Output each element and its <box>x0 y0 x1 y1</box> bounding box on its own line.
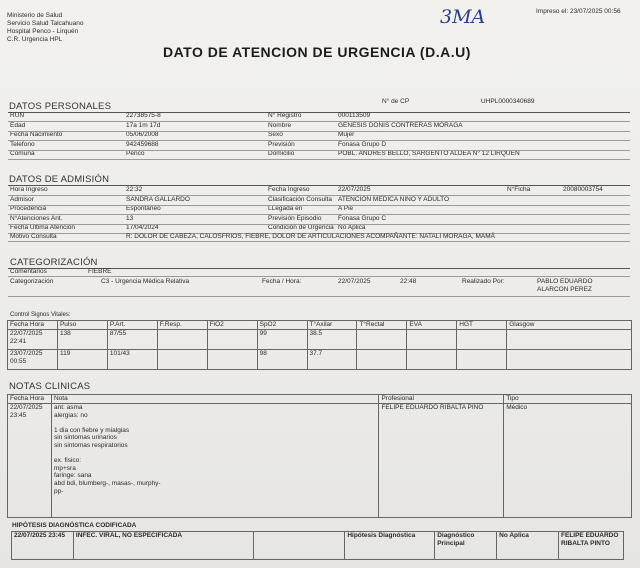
ficha-label: N°Ficha <box>507 186 531 193</box>
comentarios-label: Comentarios <box>10 268 47 275</box>
field-value: Espontáneo <box>126 205 161 212</box>
field-value: No Aplica <box>338 224 366 231</box>
vitals-cell <box>207 330 257 350</box>
row-divider <box>8 150 630 151</box>
field-label: Admisor <box>10 195 34 203</box>
field-value: Mujer <box>338 131 355 138</box>
row-divider <box>8 276 630 277</box>
vitals-title: Control Signos Vitales: <box>10 312 71 318</box>
section-categorization: CATEGORIZACIÓN <box>10 257 98 268</box>
section-personal: DATOS PERSONALES <box>9 101 112 112</box>
comentarios-value: FIEBRE <box>88 268 112 275</box>
section-admission: DATOS DE ADMISIÓN <box>9 174 110 185</box>
field-value: 17/04/2024 <box>126 224 159 231</box>
field-value: ATENCION MEDICA NIÑO Y ADULTO <box>338 195 450 203</box>
motivo-label: Motivo Consulta <box>10 233 57 240</box>
diag-principal: Diagnóstico Principal <box>435 532 497 560</box>
row-divider <box>8 205 630 206</box>
vitals-header: FiO2 <box>207 321 257 330</box>
field-value: 22:32 <box>126 186 143 193</box>
vitals-cell <box>357 330 407 350</box>
ficha-value: 20080003754 <box>563 186 603 193</box>
vitals-cell: 38.5 <box>307 330 357 350</box>
vitals-cell <box>357 350 407 370</box>
field-label: Fecha Nacimiento <box>10 131 63 138</box>
cp-label: N° de CP <box>382 98 410 105</box>
diagnosis-table <box>11 531 624 560</box>
vitals-header: SpO2 <box>257 321 307 330</box>
field-value: SANDRA GALLARDO <box>126 195 190 203</box>
field-value: 22738575-8 <box>126 112 161 119</box>
vitals-cell <box>157 350 207 370</box>
vitals-cell: 37.7 <box>307 350 357 370</box>
realizado-name-1: PABLO EDUARDO <box>537 278 593 285</box>
row-divider <box>8 131 630 132</box>
field-value: 17a 1m 17d <box>126 121 161 129</box>
field-value: Fonasa Grupo D <box>338 140 387 148</box>
notes-header-fecha: Fecha Hora <box>8 395 52 404</box>
field-label: Hora Ingreso <box>10 186 48 193</box>
notes-header-nota: Nota <box>51 395 378 404</box>
field-value: GENESIS DONIS CONTRERAS MORAGA <box>338 121 463 129</box>
vitals-cell: 23/07/2025 00:55 <box>8 350 58 370</box>
realizado-label: Realizado Por: <box>462 278 505 285</box>
vitals-header: T°Rectal <box>357 321 407 330</box>
vitals-header: HGT <box>457 321 507 330</box>
diag-empty <box>253 532 345 560</box>
realizado-name-2: ALARCON PEREZ <box>537 286 592 293</box>
vitals-cell: 138 <box>57 330 107 350</box>
institution-line-3: Hospital Penco - Lirquén <box>7 28 79 35</box>
vitals-cell: 87/55 <box>107 330 157 350</box>
field-value: 000113509 <box>338 112 371 119</box>
categorizacion-value: C3 - Urgencia Médica Relativa <box>101 278 190 285</box>
field-label: Fecha Ultima Atención <box>10 224 76 231</box>
vitals-cell: 119 <box>57 350 107 370</box>
note-profesional: FELIPE EDUARDO RIBALTA PINO <box>379 404 504 518</box>
fecha-hora-label: Fecha / Hora: <box>262 278 302 285</box>
diag-name: INFEC. VIRAL, NO ESPECIFICADA <box>73 532 253 560</box>
vitals-cell <box>507 330 632 350</box>
field-label: N°Atenciones Ant. <box>10 214 63 222</box>
vitals-table <box>7 320 632 370</box>
vitals-header: EVA <box>407 321 457 330</box>
vitals-cell: 98 <box>257 350 307 370</box>
divider <box>8 185 630 186</box>
note-text: ant: asma alergias: no 1 dia con fiebre y mialgias sin sintomas urinarios sin sintomas respiratorios ex. fisico: mp+sra faringe: sana abd bdi, blumberg-, masas-, murphy- pp- <box>51 404 378 518</box>
field-label: Fecha Ingreso <box>268 186 310 193</box>
row-divider <box>8 195 630 196</box>
field-value: Fonasa Grupo C <box>338 214 387 222</box>
categorizacion-date: 22/07/2025 <box>338 278 371 285</box>
diag-aplica: No Aplica <box>497 532 559 560</box>
note-tipo: Médico <box>504 404 632 518</box>
vitals-header: Glasgow <box>507 321 632 330</box>
vitals-header: Pulso <box>57 321 107 330</box>
field-value: A Pie <box>338 205 354 212</box>
row-divider <box>8 224 630 225</box>
institution-line-2: Servicio Salud Talcahuano <box>7 20 84 27</box>
field-label: Sexo <box>268 131 283 138</box>
notes-table <box>7 394 632 518</box>
field-value: 05/06/2008 <box>126 131 159 138</box>
field-label: LLegada en <box>268 205 303 212</box>
notes-header-tipo: Tipo <box>504 395 632 404</box>
vitals-cell <box>157 330 207 350</box>
divider <box>8 112 630 113</box>
handwritten-note: 3MA <box>440 6 486 28</box>
page-title: DATO DE ATENCION DE URGENCIA (D.A.U) <box>163 44 471 60</box>
vitals-header: P.Art. <box>107 321 157 330</box>
vitals-cell: 22/07/2025 22:41 <box>8 330 58 350</box>
vitals-cell: 101/43 <box>107 350 157 370</box>
vitals-header: T°Axilar <box>307 321 357 330</box>
institution-line-4: C.R. Urgencia HPL <box>7 36 63 43</box>
field-label: Telefono <box>10 140 35 148</box>
field-value: 22/07/2025 <box>338 186 371 193</box>
categorizacion-time: 22:48 <box>400 278 417 285</box>
row-divider <box>8 241 630 242</box>
field-label: Nombre <box>268 121 292 129</box>
row-divider <box>8 214 630 215</box>
motivo-value: R: DOLOR DE CABEZA, CALOSFRIOS, FIEBRE, DOLOR DE ARTICULACIONES ACOMPAÑANTE: NATALI MORAGA, MAMÁ <box>126 233 496 240</box>
row-divider <box>8 140 630 141</box>
diag-doctor: FELIPE EDUARDO RIBALTA PINTO <box>559 532 624 560</box>
field-value: Penco <box>126 150 145 157</box>
vitals-cell: 99 <box>257 330 307 350</box>
field-label: Procedencia <box>10 205 47 212</box>
vitals-cell <box>407 350 457 370</box>
field-label: Comuna <box>10 150 35 157</box>
categorizacion-label: Categorización <box>10 278 54 285</box>
vitals-cell <box>457 330 507 350</box>
field-label: N° Registro <box>268 112 302 119</box>
note-datetime: 22/07/2025 23:45 <box>8 404 52 518</box>
field-value: 942459688 <box>126 140 159 148</box>
field-label: RUN <box>10 112 25 119</box>
vitals-cell <box>507 350 632 370</box>
row-divider <box>8 159 630 160</box>
row-divider <box>8 121 630 122</box>
vitals-cell <box>457 350 507 370</box>
vitals-header: Fecha Hora <box>8 321 58 330</box>
row-divider <box>8 296 630 297</box>
section-notes: NOTAS CLINICAS <box>9 381 91 392</box>
field-label: Previsión <box>268 140 295 148</box>
field-value: POBL. ANDRES BELLO, SARGENTO ALDEA N° 12 LIRQUEN <box>338 150 520 157</box>
notes-header-profesional: Profesional <box>379 395 504 404</box>
field-label: Edad <box>10 121 26 129</box>
vitals-cell <box>407 330 457 350</box>
vitals-header: F.Resp. <box>157 321 207 330</box>
institution-line-1: Ministerio de Salud <box>7 12 63 19</box>
cp-value: UHPL0000340689 <box>481 98 535 105</box>
print-date: Impreso el: 23/07/2025 00:56 <box>536 8 621 15</box>
diag-datetime: 22/07/2025 23:45 <box>12 532 74 560</box>
section-diagnosis: HIPÓTESIS DIAGNÓSTICA CODIFICADA <box>12 522 137 529</box>
field-label: Condición de Urgencia <box>268 224 334 231</box>
field-label: Clasificación Consulta <box>268 195 332 203</box>
field-label: Domicilio <box>268 150 295 157</box>
field-value: 13 <box>126 214 134 222</box>
diag-hip-label: Hipótesis Diagnóstica <box>345 532 435 560</box>
field-label: Previsión Episodio <box>268 214 322 222</box>
vitals-cell <box>207 350 257 370</box>
